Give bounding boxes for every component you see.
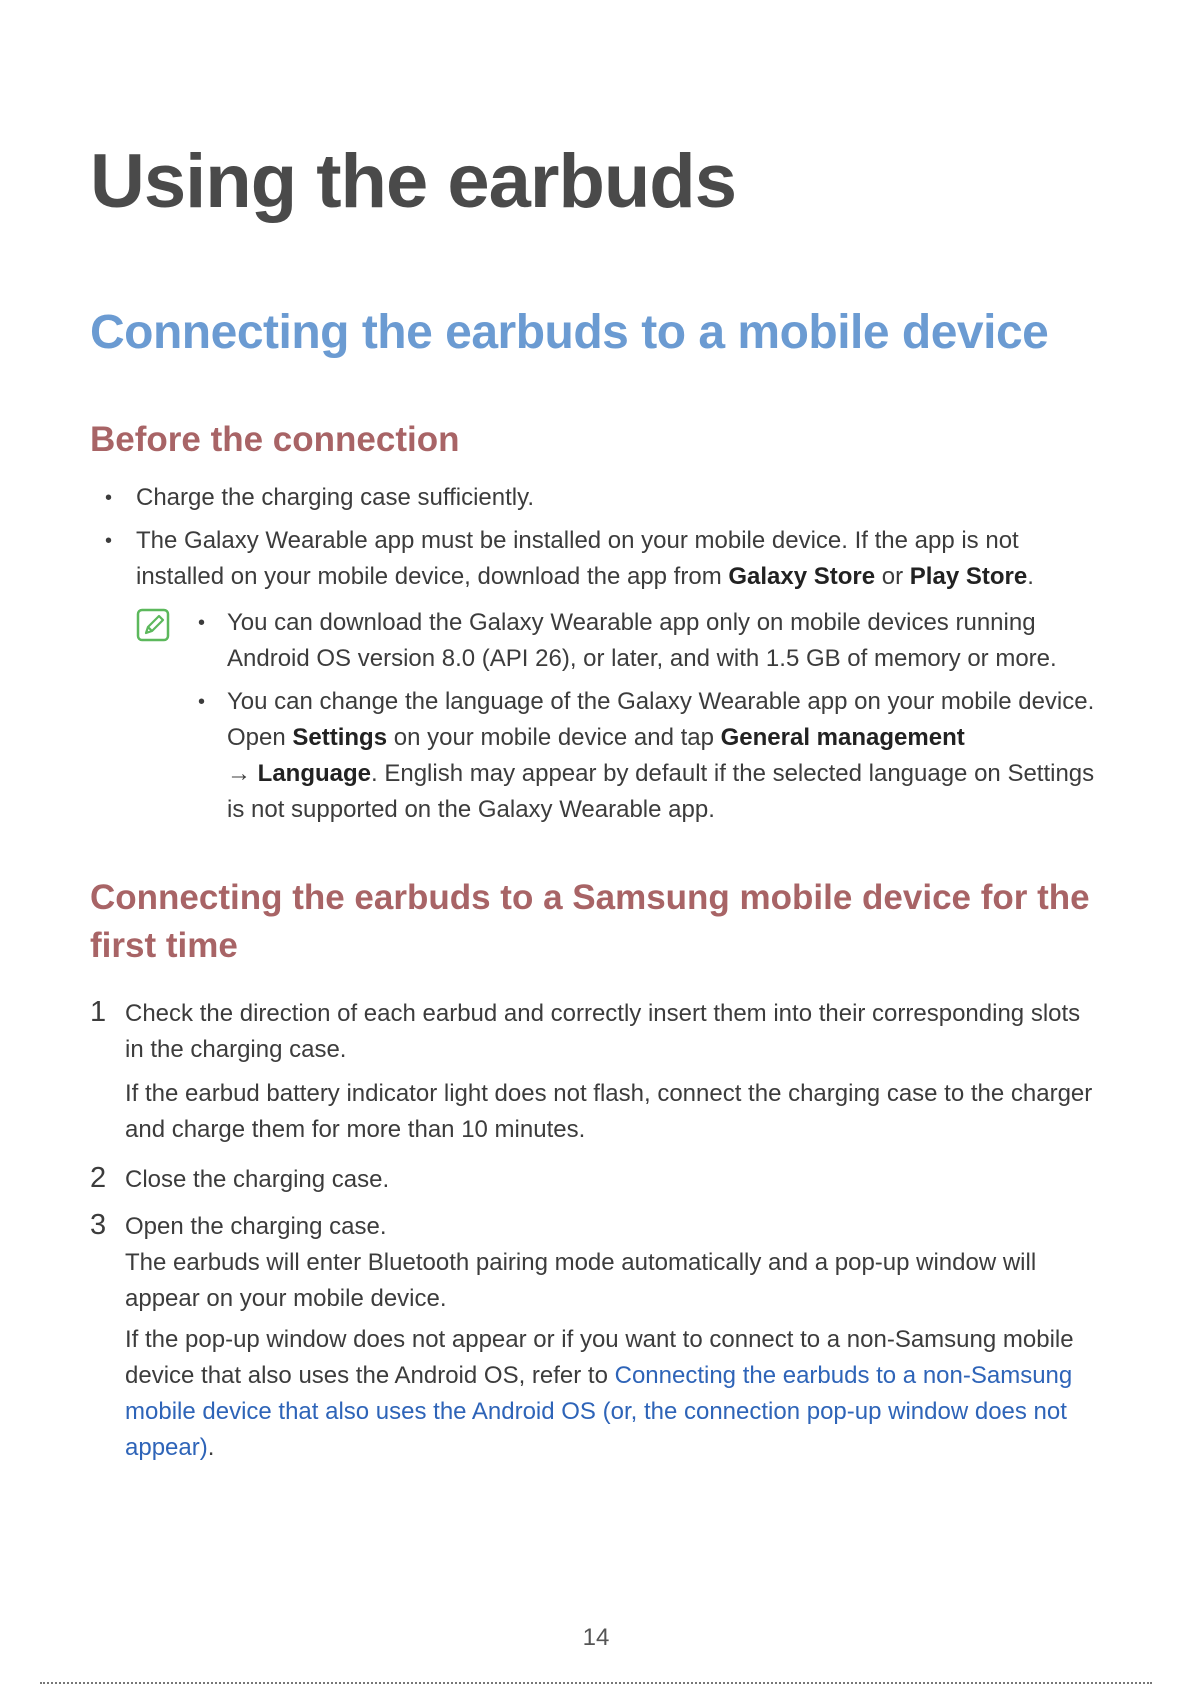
step-item (90, 1209, 1100, 1466)
note-text: You can change the language of the Galaxy Wearable app on your mobile device. Open Settings on your mobile device and tap General management → Language. English may appear by default if the selected language on Settings is not supported on the Galaxy Wearable app. (227, 688, 1095, 823)
page-number: 14 (582, 1624, 610, 1651)
bullet-dot: • (198, 691, 206, 713)
note-item (198, 605, 1098, 677)
bullet-text: Charge the charging case sufficiently. (136, 484, 535, 511)
general-management-label: General management (720, 724, 965, 751)
bullet-item (105, 523, 1095, 595)
note-text: You can download the Galaxy Wearable app only on mobile devices running Android OS version 8.0 (API 26), or later, and with 1.5 GB of memory or more. (227, 609, 1057, 672)
step-text: Close the charging case. (125, 1166, 390, 1193)
settings-label: Settings (292, 724, 388, 751)
before-connection-heading: Before the connection (90, 420, 460, 459)
galaxy-store-label: Galaxy Store (728, 563, 876, 590)
bullet-dot: • (105, 530, 113, 552)
bullet-text: The Galaxy Wearable app must be installed on your mobile device. If the app is not installed on your mobile device, download the app from Galaxy Store or Play Store. (136, 527, 1034, 590)
section-title: Connecting the earbuds to a mobile device (90, 306, 1049, 359)
bullet-dot: • (105, 487, 113, 509)
page-title: Using the earbuds (90, 139, 736, 224)
step-number: 3 (90, 1209, 107, 1241)
step-subtext: The earbuds will enter Bluetooth pairing mode automatically and a pop-up window will appear on your mobile device. (125, 1249, 1037, 1312)
step-number: 2 (90, 1162, 107, 1194)
note-item (198, 684, 1098, 828)
note-pencil-icon (136, 608, 170, 642)
step-number: 1 (90, 996, 107, 1028)
play-store-label: Play Store (909, 563, 1028, 590)
language-label: Language (257, 760, 372, 787)
step-subtext: If the pop-up window does not appear or if you want to connect to a non-Samsung mobile device that also uses the Android OS, refer to Connecting the earbuds to a non-Samsung mobile device that also uses the Android OS (or, the connection pop-up window does not appear). (125, 1326, 1074, 1461)
step-item (90, 996, 1100, 1148)
footer-divider (40, 1682, 1152, 1684)
first-time-heading: Connecting the earbuds to a Samsung mobile device for the first time (90, 878, 1090, 965)
bullet-item (105, 480, 1095, 516)
step-text: Check the direction of each earbud and correctly insert them into their corresponding slots in the charging case. (125, 1000, 1081, 1063)
cross-reference-link[interactable]: Connecting the earbuds to a non-Samsung mobile device that also uses the Android OS (or, the connection pop-up window does not appear) (125, 1362, 1073, 1461)
step-item (90, 1162, 1100, 1198)
bullet-dot: • (198, 612, 206, 634)
step-subtext: If the earbud battery indicator light does not flash, connect the charging case to the charger and charge them for more than 10 minutes. (125, 1080, 1093, 1143)
step-text: Open the charging case. (125, 1213, 387, 1240)
